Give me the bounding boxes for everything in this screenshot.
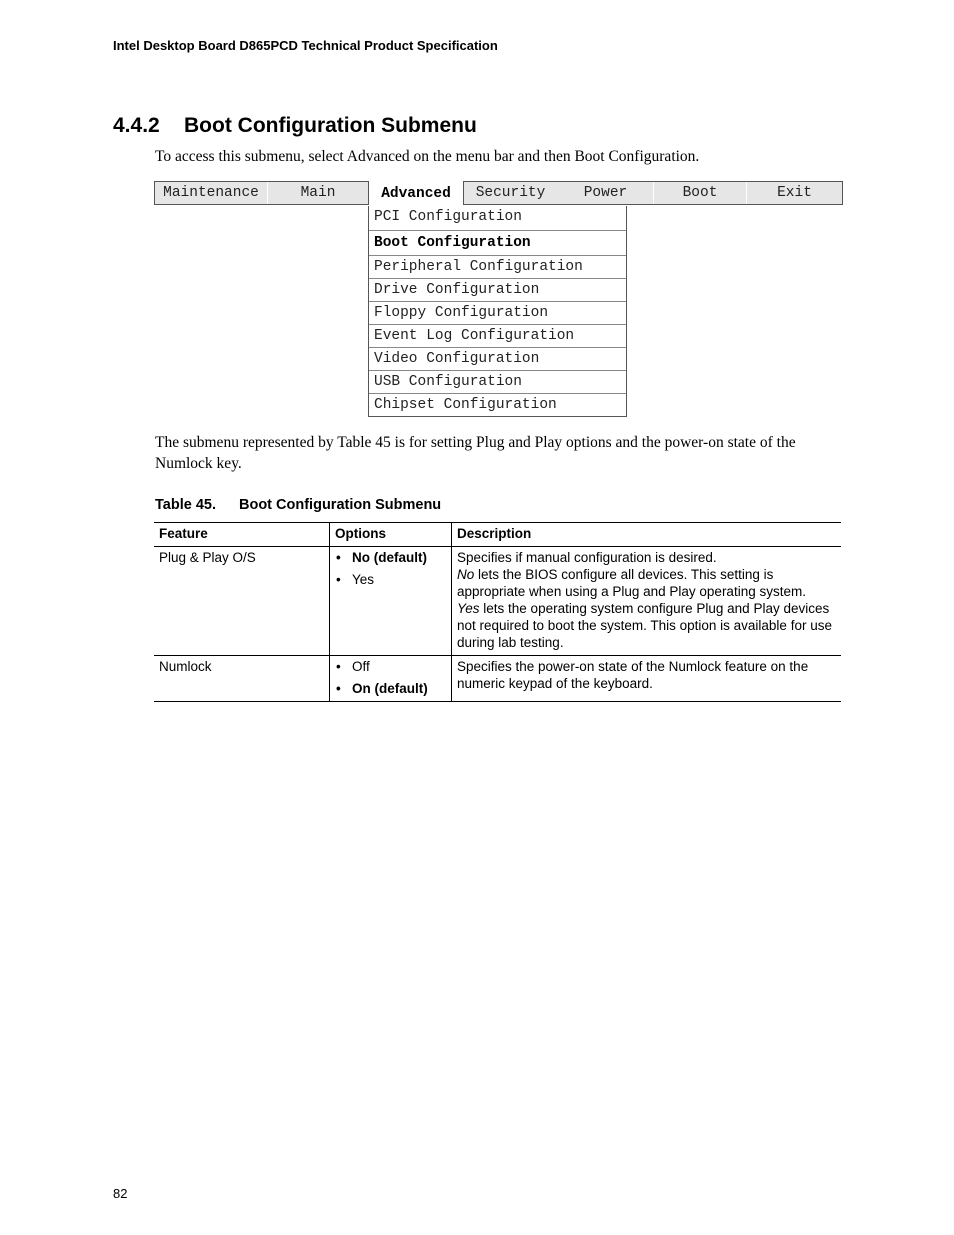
description-text: lets the BIOS configure all devices. This setting is appropriate when using a Plug and Play operating system. — [457, 567, 806, 599]
menu-item-advanced[interactable]: Advanced — [368, 181, 464, 205]
table-row — [154, 547, 841, 656]
description-line — [457, 600, 836, 651]
options-cell — [330, 547, 452, 656]
menu-item-main[interactable]: Main — [300, 185, 336, 201]
feature-cell: Plug & Play O/S — [154, 547, 330, 656]
menu-item-boot[interactable]: Boot — [682, 185, 718, 201]
options-cell — [330, 656, 452, 702]
submenu-item-event-log[interactable]: Event Log Configuration — [369, 324, 626, 347]
option-item: • On (default) — [335, 680, 446, 697]
section-number: 4.4.2 — [113, 114, 160, 137]
section-title: Boot Configuration Submenu — [184, 114, 477, 137]
menu-item-maintenance[interactable]: Maintenance — [163, 185, 259, 201]
document-header: Intel Desktop Board D865PCD Technical Product Specification — [113, 38, 498, 53]
description-text: lets the operating system configure Plug and Play devices not required to boot the system. This option is available for use during lab testing. — [457, 601, 832, 650]
submenu-item-chipset[interactable]: Chipset Configuration — [369, 393, 626, 416]
submenu-item-drive[interactable]: Drive Configuration — [369, 278, 626, 301]
page-number: 82 — [113, 1186, 128, 1201]
submenu-item-pci[interactable]: PCI Configuration — [374, 209, 522, 225]
emphasis: Yes — [457, 601, 480, 616]
section-heading — [113, 114, 477, 138]
body-paragraph: The submenu represented by Table 45 is for setting Plug and Play options and the power-on state of the Numlock key. — [155, 434, 796, 472]
description-line — [457, 566, 836, 600]
intro-text: To access this submenu, select Advanced on the menu bar and then Boot Configuration. — [155, 148, 700, 165]
submenu-item-boot-configuration[interactable]: Boot Configuration — [369, 230, 626, 255]
table-title: Boot Configuration Submenu — [239, 497, 442, 513]
table-row — [154, 656, 841, 702]
feature-cell: Numlock — [154, 656, 330, 702]
submenu-item-floppy[interactable]: Floppy Configuration — [369, 301, 626, 324]
menu-item-power[interactable]: Power — [583, 185, 628, 201]
emphasis: No — [457, 567, 475, 582]
description-line: Specifies if manual configuration is desired. — [457, 550, 717, 565]
description-cell — [452, 547, 842, 656]
submenu-item-peripheral[interactable]: Peripheral Configuration — [369, 255, 626, 278]
table-caption — [155, 497, 441, 513]
option-item: • No (default) — [335, 549, 446, 566]
boot-configuration-table — [154, 522, 841, 702]
description-cell — [452, 656, 842, 702]
header-feature: Feature — [154, 523, 330, 547]
submenu-item-usb[interactable]: USB Configuration — [369, 370, 626, 393]
submenu-item-video[interactable]: Video Configuration — [369, 347, 626, 370]
advanced-submenu — [368, 206, 627, 417]
menu-item-exit[interactable]: Exit — [777, 185, 812, 201]
header-description: Description — [452, 523, 842, 547]
header-options: Options — [330, 523, 452, 547]
description-line: Specifies the power-on state of the Numlock feature on the numeric keypad of the keyboard. — [457, 659, 809, 691]
option-item: • Yes — [335, 571, 446, 588]
menu-item-security[interactable]: Security — [475, 185, 546, 201]
bios-menu-bar — [154, 181, 843, 205]
option-item: • Off — [335, 658, 446, 675]
table-number: Table 45. — [155, 497, 216, 513]
